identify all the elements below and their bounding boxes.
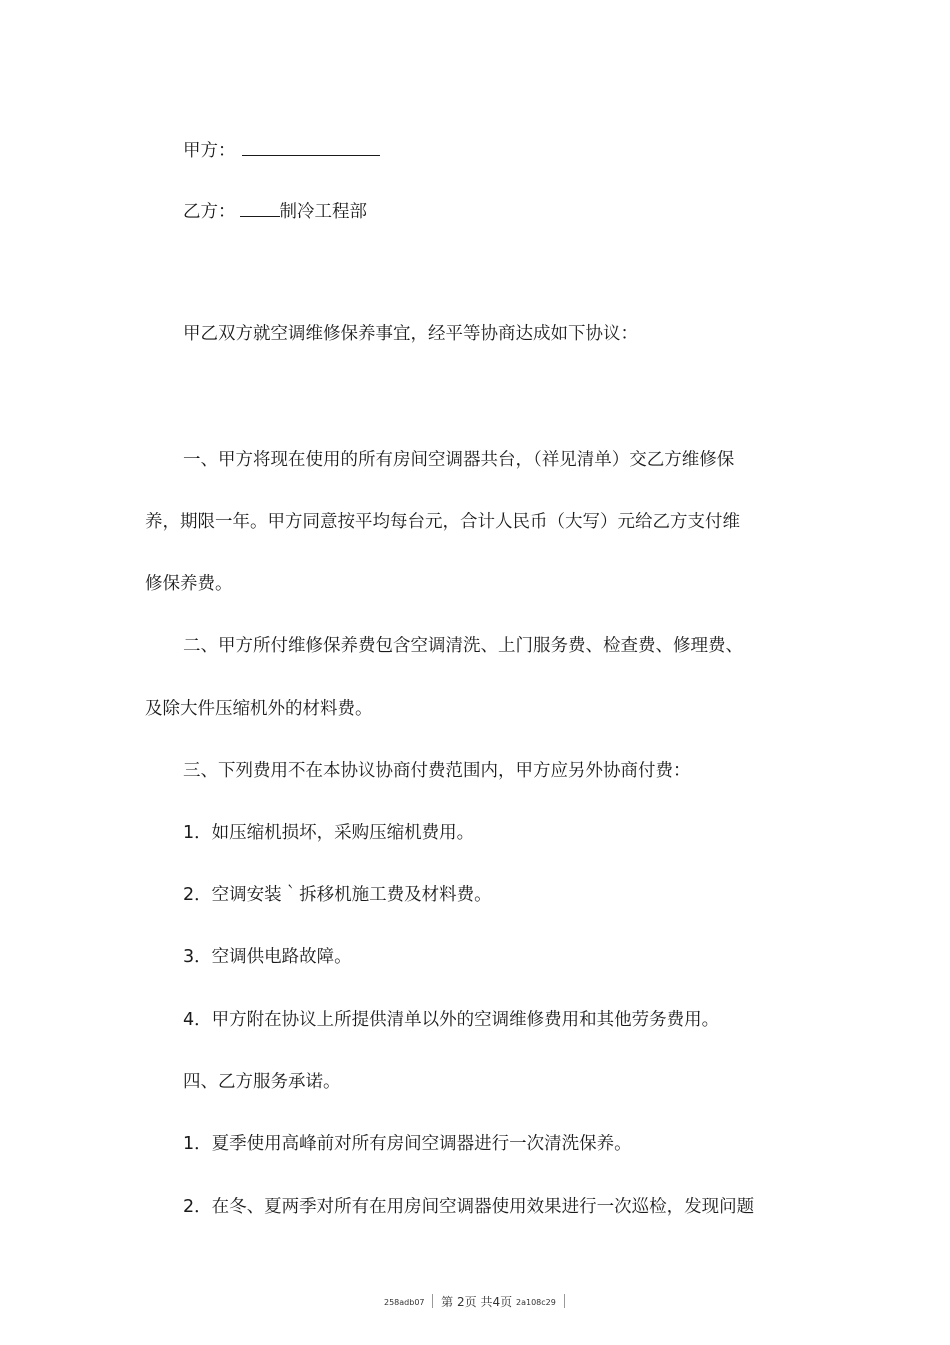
clause3-item-2: 2．空调安装｀拆移机施工费及材料费。: [183, 885, 492, 905]
party-a-label: 甲方：: [183, 141, 236, 161]
clause1-line1: 一、甲方将现在使用的所有房间空调器共台，（祥见清单）交乙方维修保: [183, 450, 735, 470]
footer-page-total: 4: [492, 1295, 501, 1309]
footer-page-mid: 页: [464, 1295, 477, 1309]
party-b-label: 乙方：: [183, 202, 236, 222]
clause4-title: 四、乙方服务承诺。: [183, 1072, 341, 1092]
footer-page-current: 2: [457, 1295, 465, 1309]
clause3-item-4: 4．甲方附在协议上所提供清单以外的空调维修费用和其他劳务费用。: [183, 1010, 720, 1030]
clause4-item-2: 2．在冬、夏两季对所有在用房间空调器使用效果进行一次巡检，发现问题: [183, 1197, 755, 1217]
clause2-line1: 二、甲方所付维修保养费包含空调清洗、上门服务费、检查费、修理费、: [183, 636, 743, 656]
party-a-line: [183, 138, 380, 162]
footer-separator-left: [432, 1294, 433, 1308]
footer-code-right: 2a108c29: [516, 1298, 556, 1307]
party-a-blank: [242, 138, 380, 156]
clause4-item-1: 1．夏季使用高峰前对所有房间空调器进行一次清洗保养。: [183, 1134, 632, 1154]
clause3-title: 三、下列费用不在本协议协商付费范围内，甲方应另外协商付费：: [183, 761, 691, 781]
footer-page-prefix: 第: [441, 1295, 454, 1309]
party-b-line: [183, 199, 367, 223]
footer-code-left: 258adb07: [384, 1298, 425, 1307]
clause1-line2: 养，期限一年。甲方同意按平均每台元，合计人民币（大写）元给乙方支付维: [145, 512, 740, 532]
clause2-line2: 及除大件压缩机外的材料费。: [145, 699, 373, 719]
clause3-item-1: 1．如压缩机损坏，采购压缩机费用。: [183, 823, 475, 843]
party-b-blank: [240, 199, 280, 217]
footer-total-suffix: 页: [500, 1295, 513, 1309]
clause1-line3: 修保养费。: [145, 574, 233, 594]
clause3-item-3: 3．空调供电路故障。: [183, 947, 352, 967]
footer-separator-right: [564, 1294, 565, 1308]
intro-paragraph: 甲乙双方就空调维修保养事宜，经平等协商达成如下协议：: [183, 324, 638, 344]
party-b-value: 制冷工程部: [279, 202, 367, 222]
footer-total-prefix: 共: [480, 1295, 493, 1309]
page-footer: [384, 1294, 569, 1311]
